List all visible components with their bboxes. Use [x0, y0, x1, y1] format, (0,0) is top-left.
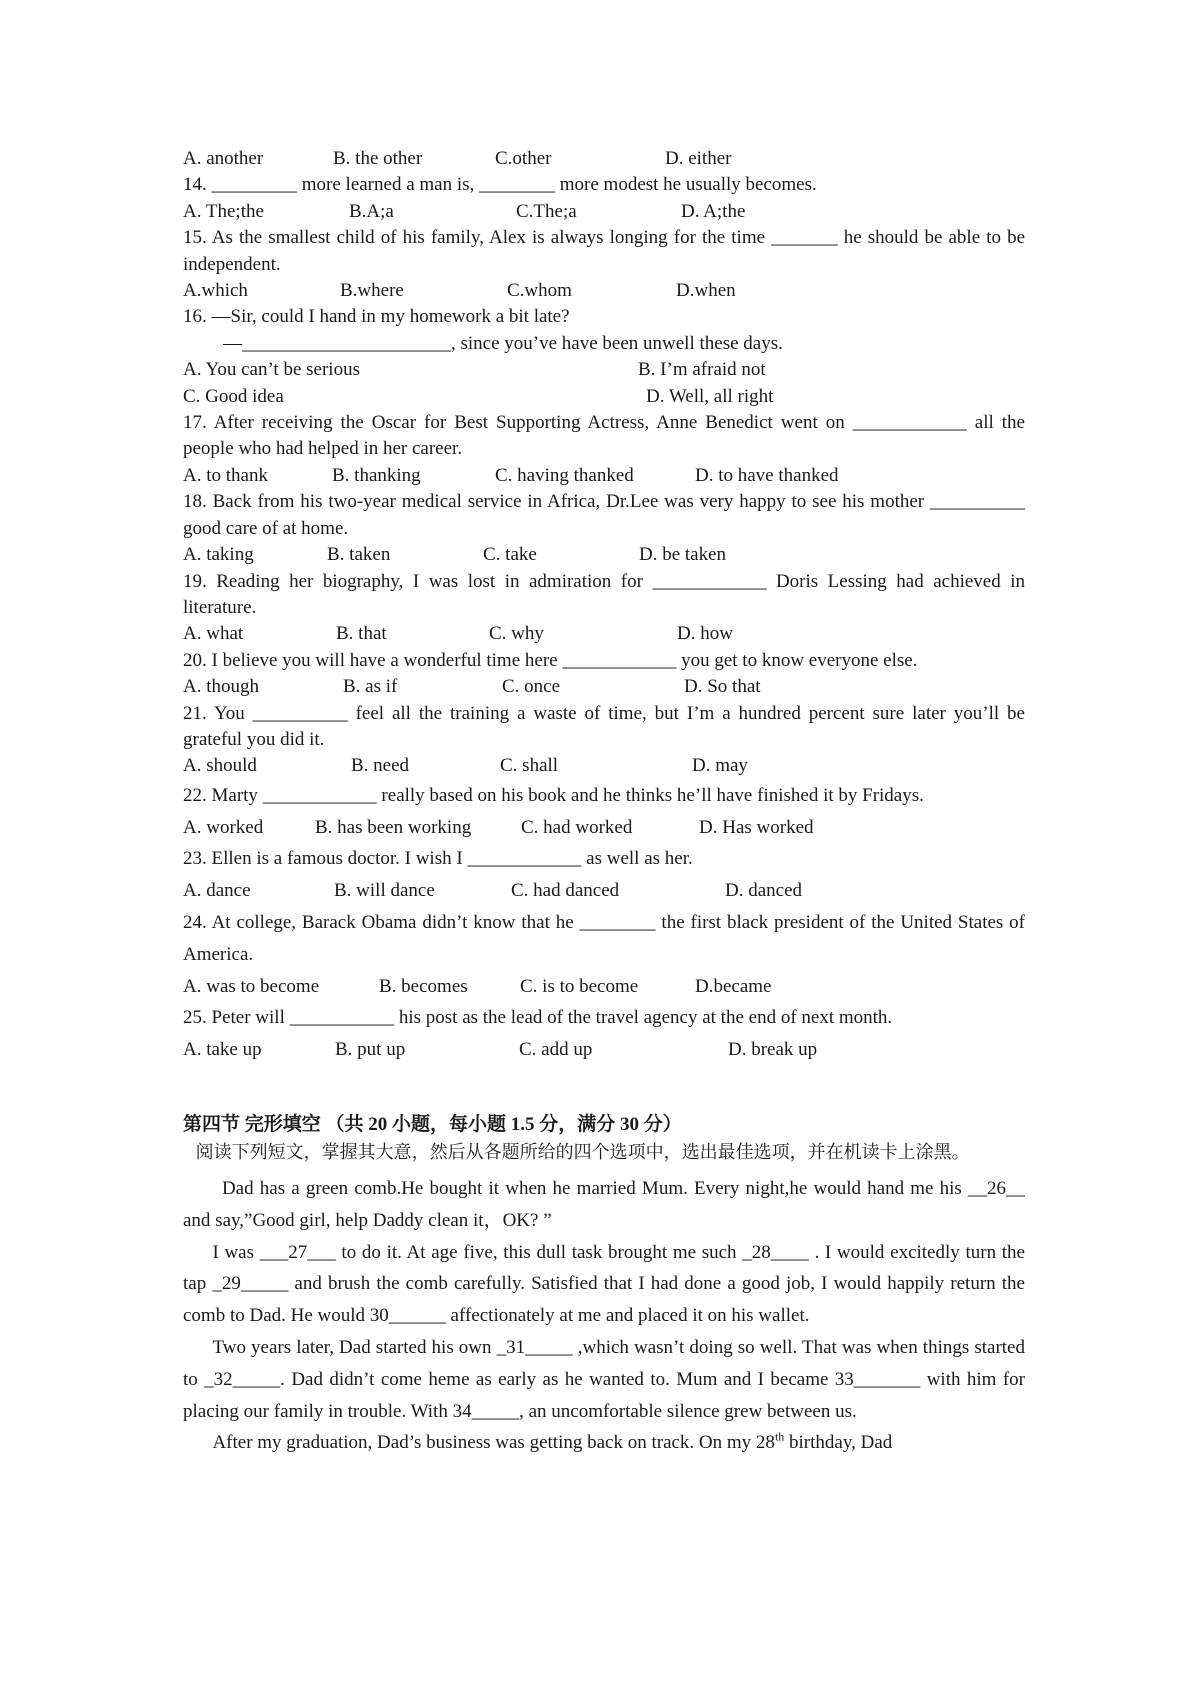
q24-options: [183, 971, 1025, 1003]
q16-options-row2: [183, 384, 1025, 410]
option: D. danced: [725, 880, 803, 902]
option: D. may: [692, 755, 748, 777]
passage-paragraph: Dad has a green comb.He bought it when he married Mum. Every night,he would hand me his __26__ and say,”Good girl, help Daddy clean it，OK? ”: [183, 1177, 1025, 1231]
q19-options: [183, 621, 1025, 647]
option: B. has been working: [315, 816, 472, 838]
option: B. need: [351, 755, 410, 777]
option: D.when: [676, 280, 736, 302]
q17-options: [183, 463, 1025, 489]
option: A. was to become: [183, 975, 320, 997]
option: B. will dance: [334, 880, 435, 902]
q17-stem: 17. After receiving the Oscar for Best Supporting Actress, Anne Benedict went on ____________ all the people who had helped in her career.: [183, 412, 1025, 460]
option: C. Good idea: [183, 385, 284, 407]
option: B.A;a: [349, 200, 394, 222]
option: C.whom: [507, 280, 572, 302]
paragraph-text: After my graduation, Dad’s business was getting back on track. On my 28: [212, 1432, 775, 1454]
section-instructions: 阅读下列短文，掌握其大意，然后从各题所给的四个选项中，选出最佳选项，并在机读卡上涂黑。: [195, 1141, 970, 1163]
q14-stem: 14. _________ more learned a man is, ________ more modest he usually becomes.: [183, 174, 817, 196]
paragraph-text: birthday, Dad: [784, 1432, 893, 1454]
title-part: 第四节 完形填空 （共: [183, 1113, 369, 1135]
q22-stem: 22. Marty ____________ really based on his book and he thinks he’ll have finished it by Fridays.: [183, 784, 924, 806]
option: A.which: [183, 280, 248, 302]
q18-options: [183, 542, 1025, 568]
option: D.became: [695, 975, 772, 997]
option: C. shall: [500, 755, 559, 777]
section-title: [183, 1112, 1025, 1138]
option: D. So that: [684, 676, 761, 698]
q19-stem: 19. Reading her biography, I was lost in admiration for ____________ Doris Lessing had achieved in literature.: [183, 570, 1025, 618]
option: A. You can’t be serious: [183, 359, 360, 381]
q15-options: [183, 278, 1025, 304]
option: C. is to become: [520, 975, 639, 997]
option: B. I’m afraid not: [638, 359, 766, 381]
option: A. to thank: [183, 464, 268, 486]
option: D. to have thanked: [695, 464, 839, 486]
option: A. taking: [183, 544, 254, 566]
option: C. why: [489, 623, 544, 645]
option: A. The;the: [183, 200, 264, 222]
option: A. take up: [183, 1039, 262, 1061]
title-number: 30: [620, 1113, 640, 1135]
q21-stem: 21. You __________ feel all the training a waste of time, but I’m a hundred percent sure later you’ll be grateful you did it.: [183, 702, 1025, 750]
option: B. that: [336, 623, 387, 645]
q20-stem: 20. I believe you will have a wonderful time here ____________ you get to know everyone else.: [183, 649, 918, 671]
q22-options: [183, 812, 1025, 844]
option: B. thanking: [332, 464, 421, 486]
option: A. worked: [183, 816, 264, 838]
q18-stem: 18. Back from his two-year medical service in Africa, Dr.Lee was very happy to see his mother __________ good care of at home.: [183, 491, 1025, 539]
option: B. taken: [327, 544, 391, 566]
option: D. be taken: [639, 544, 727, 566]
option: D. break up: [728, 1039, 818, 1061]
option: B. becomes: [379, 975, 468, 997]
passage-paragraph: [183, 1427, 1025, 1459]
option: B. put up: [335, 1039, 406, 1061]
option: D. either: [665, 148, 732, 169]
option: D. Has worked: [699, 816, 814, 838]
q25-options: [183, 1034, 1025, 1066]
option: A. another: [183, 148, 264, 169]
option: A. though: [183, 676, 259, 698]
option: C. had worked: [521, 816, 633, 838]
option: C.The;a: [516, 200, 577, 222]
q24-stem: 24. At college, Barack Obama didn’t know that he ________ the first black president of the United States of America.: [183, 911, 1025, 965]
option: D. how: [677, 623, 733, 645]
title-part: 分，满分: [534, 1113, 621, 1135]
option: D. Well, all right: [646, 385, 774, 407]
title-part: 分）: [639, 1113, 682, 1135]
q16-reply: —______________________, since you’ve have been unwell these days.: [223, 332, 783, 354]
option: C. had danced: [511, 880, 620, 902]
title-number: 1.5: [510, 1113, 535, 1135]
q25-stem: 25. Peter will ___________ his post as the lead of the travel agency at the end of next month.: [183, 1007, 893, 1029]
q13-options: [183, 146, 1025, 172]
ordinal-suffix: th: [774, 1429, 785, 1444]
section-gap: [183, 1066, 1025, 1112]
q16-options-row1: [183, 357, 1025, 383]
option: C. add up: [519, 1039, 593, 1061]
passage-paragraph: Two years later, Dad started his own _31_____ ,which wasn’t doing so well. That was when things started to _32_____. Dad didn’t come heme as early as he wanted to. Mum and I became 33_______ with him for placing our family in trouble. With 34_____, an uncomfortable silence grew between us.: [183, 1336, 1025, 1422]
option: C. take: [483, 544, 537, 566]
title-number: 20: [368, 1113, 388, 1135]
title-part: 小题，每小题: [387, 1113, 511, 1135]
passage-paragraph: I was ___27___ to do it. At age five, this dull task brought me such _28____ . I would excitedly turn the tap _29_____ and brush the comb carefully. Satisfied that I had done a good job, I would happily return the comb to Dad. He would 30______ affectionately at me and placed it on his wallet.: [183, 1241, 1025, 1327]
option: C.other: [495, 148, 552, 169]
option: A. dance: [183, 880, 251, 902]
option: C. once: [502, 676, 561, 698]
option: A. should: [183, 755, 257, 777]
option: D. A;the: [681, 200, 746, 222]
option: B.where: [340, 280, 404, 302]
q15-stem: 15. As the smallest child of his family, Alex is always longing for the time _______ he should be able to be independent.: [183, 227, 1025, 275]
option: B. the other: [333, 148, 423, 169]
option: C. having thanked: [495, 464, 634, 486]
q20-options: [183, 674, 1025, 700]
q14-options: [183, 199, 1025, 225]
q21-options: [183, 753, 1025, 779]
option: A. what: [183, 623, 244, 645]
q16-stem: 16. —Sir, could I hand in my homework a bit late?: [183, 306, 570, 328]
q23-options: [183, 875, 1025, 907]
option: B. as if: [343, 676, 398, 698]
q23-stem: 23. Ellen is a famous doctor. I wish I ____________ as well as her.: [183, 848, 693, 870]
